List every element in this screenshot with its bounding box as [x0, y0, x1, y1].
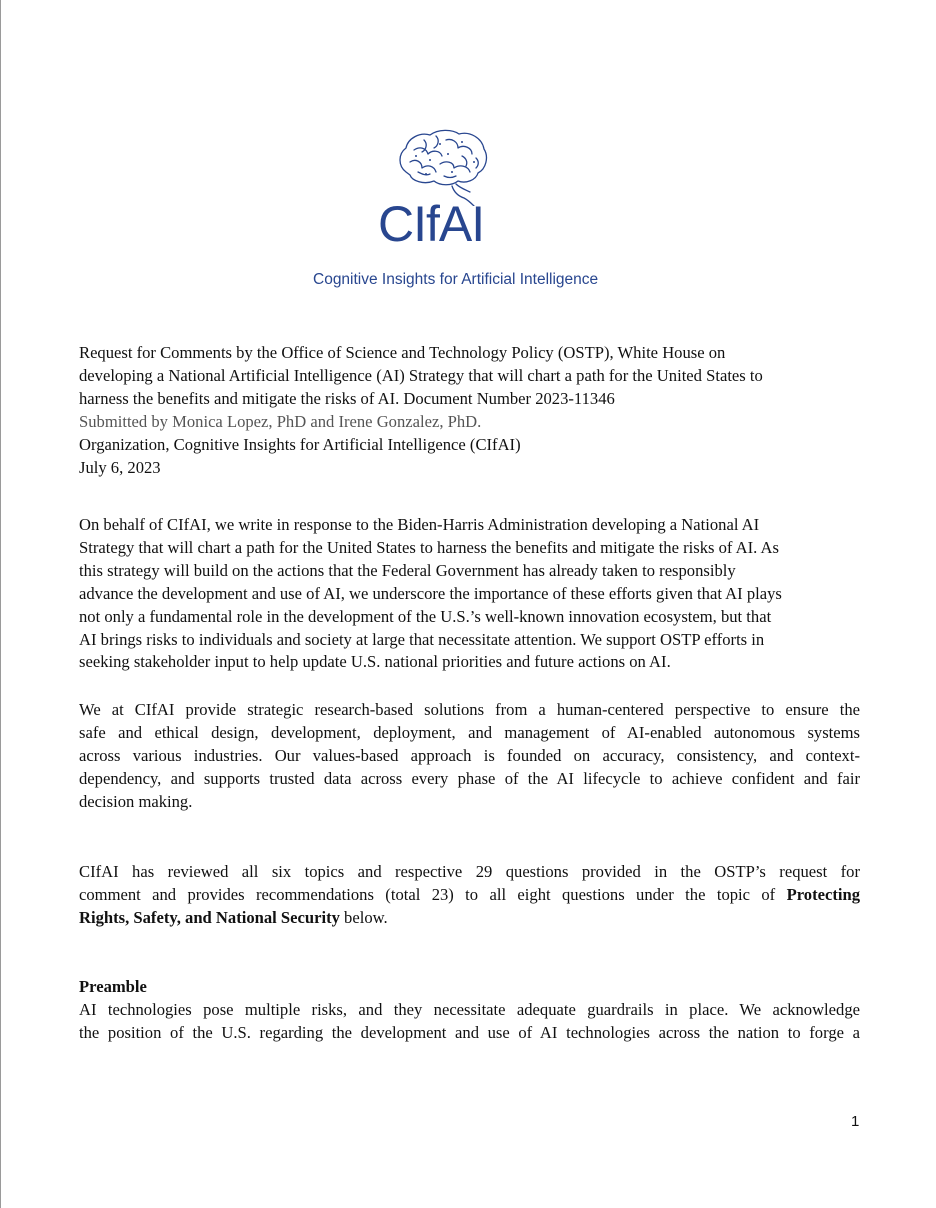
paragraph-line: [79, 884, 860, 907]
header-line: Request for Comments by the Office of Science and Technology Policy (OSTP), White House on: [79, 343, 726, 362]
paragraph-line: On behalf of CIfAI, we write in response to the Biden-Harris Administration developing a National AI: [79, 515, 760, 534]
paragraph-line: advance the development and use of AI, we underscore the importance of these efforts given that AI plays: [79, 583, 782, 603]
paragraph-line: CIfAI has reviewed all six topics and respective 29 questions provided in the OSTP’s request for: [79, 862, 860, 881]
paragraph-line: decision making.: [79, 791, 193, 811]
paragraph-line: We at CIfAI provide strategic research-based solutions from a human-centered perspective to ensure the: [79, 700, 860, 719]
paragraph-line: [79, 907, 860, 930]
paragraph-intro: [79, 514, 860, 674]
paragraph-about: [79, 699, 860, 814]
paragraph-line: AI brings risks to individuals and society at large that necessitate attention. We support OSTP efforts in: [79, 629, 765, 649]
paragraph-line: the position of the U.S. regarding the development and use of AI technologies across the nation to forge a: [79, 1022, 860, 1042]
paragraph-text: comment and provides recommendations (total 23) to all eight questions under the topic of: [79, 884, 787, 904]
paragraph-line: across various industries. Our values-based approach is founded on accuracy, consistency, and context-: [79, 745, 860, 765]
paragraph-line: Strategy that will chart a path for the United States to harness the benefits and mitigate the risks of AI. As: [79, 537, 779, 557]
paragraph-line: this strategy will build on the actions that the Federal Government has already taken to responsibly: [79, 560, 736, 580]
paragraph-text: below.: [339, 907, 388, 927]
preamble-body: [79, 999, 860, 1045]
header-line: developing a National Artificial Intelligence (AI) Strategy that will chart a path for the United States to: [79, 365, 763, 385]
organization-line: Organization, Cognitive Insights for Artificial Intelligence (CIfAI): [79, 434, 521, 454]
header-line: harness the benefits and mitigate the risks of AI. Document Number 2023-11346: [79, 388, 615, 408]
document-header: [79, 342, 860, 479]
topic-emphasis: Rights, Safety, and National Security: [79, 907, 340, 927]
preamble-section: [79, 976, 860, 999]
page-number: 1: [851, 1113, 860, 1130]
page-edge: [0, 0, 1, 1208]
paragraph-line: safe and ethical design, development, deployment, and management of AI-enabled autonomous systems: [79, 722, 860, 742]
paragraph-line: AI technologies pose multiple risks, and they necessitate adequate guardrails in place. We acknowledge: [79, 1000, 860, 1019]
section-heading: Preamble: [79, 977, 147, 996]
paragraph-line: not only a fundamental role in the development of the U.S.’s well-known innovation ecosystem, but that: [79, 606, 772, 626]
brand-name: CIfAI: [378, 196, 485, 252]
document-date: July 6, 2023: [79, 457, 161, 477]
paragraph-line: seeking stakeholder input to help update U.S. national priorities and future actions on AI.: [79, 652, 671, 672]
topic-emphasis: Protecting: [786, 884, 860, 904]
paragraph-line: dependency, and supports trusted data across every phase of the AI lifecycle to achieve confident and fair: [79, 768, 860, 788]
submitted-by: Submitted by Monica Lopez, PhD and Irene Gonzalez, PhD.: [79, 411, 482, 431]
brand-tagline: Cognitive Insights for Artificial Intelligence: [313, 271, 599, 288]
paragraph-review: [79, 861, 860, 930]
